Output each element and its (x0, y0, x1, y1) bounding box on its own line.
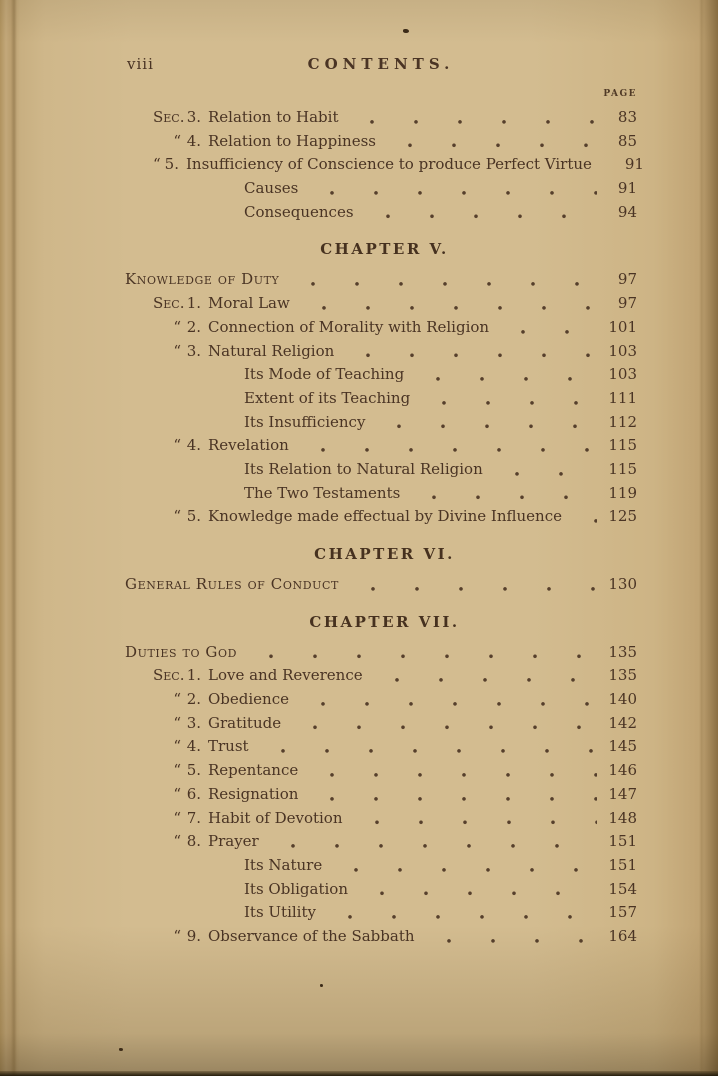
entry-page-number: 147 (608, 784, 637, 803)
dot-leader (422, 388, 597, 412)
entry-page-number: 145 (608, 737, 637, 756)
dot-leader (574, 506, 597, 530)
dot-leader (328, 902, 597, 926)
dot-leader (293, 713, 597, 737)
toc-entry (125, 713, 637, 737)
dot-leader (351, 574, 597, 598)
toc-entry (125, 665, 637, 689)
ink-speck (119, 1048, 123, 1051)
dot-leader (501, 317, 597, 341)
section-number: 5. (186, 507, 201, 526)
entry-label: Its Relation to Natural Religion (244, 459, 483, 478)
entry-page-number: 142 (608, 713, 637, 732)
entry-page-number: 83 (617, 108, 637, 126)
section-number: 2. (186, 690, 201, 709)
dot-leader (412, 483, 597, 507)
dot-leader (302, 293, 597, 317)
toc-entry (125, 412, 637, 436)
section-number: 1. (186, 294, 201, 313)
scan-bottom-edge (0, 1071, 718, 1076)
ink-speck (403, 29, 409, 33)
entry-label: Repentance (208, 761, 299, 780)
entry-label: Its Nature (244, 855, 323, 874)
entry-page-number: 135 (608, 666, 637, 685)
entry-label: Insufficiency of Conscience to produce Perfect Virtue (185, 155, 592, 174)
dot-leader (249, 642, 597, 666)
chapter-heading-label: CHAPTER V. (320, 240, 449, 259)
section-prefix: “ (173, 436, 181, 455)
section-prefix: “ (153, 155, 161, 174)
entry-page-number: 91 (624, 155, 644, 174)
entry-label: Moral Law (208, 294, 290, 313)
entry-page-number: 97 (617, 270, 637, 289)
dot-leader (350, 107, 597, 131)
entry-page-number: 103 (608, 365, 637, 384)
entry-label: Observance of the Sabbath (208, 926, 415, 945)
entry-page-number: 130 (608, 575, 637, 593)
entry-label: Habit of Devotion (208, 808, 343, 827)
page-title: CONTENTS. (307, 55, 455, 73)
entry-page-number: 115 (608, 436, 637, 455)
chapter-heading (125, 544, 637, 568)
entry-label: The Two Testaments (244, 483, 401, 502)
dot-leader (495, 459, 597, 483)
toc-entry (125, 506, 637, 530)
entry-label: Connection of Morality with Religion (208, 317, 490, 336)
entry-label: Its Insufficiency (244, 412, 366, 431)
toc-entry (125, 808, 637, 832)
dot-leader (366, 202, 597, 226)
entry-label: Its Utility (244, 903, 316, 922)
dot-leader (291, 269, 597, 293)
section-number: 6. (186, 784, 201, 803)
entry-label: Knowledge of Duty (125, 270, 280, 289)
entry-label: Relation to Happiness (208, 131, 376, 150)
entry-page-number: 112 (608, 412, 637, 431)
dot-leader (334, 855, 597, 879)
entry-page-number: 157 (608, 903, 637, 922)
dot-leader (388, 131, 597, 155)
entry-label: Obedience (208, 690, 289, 709)
toc-entry (125, 689, 637, 713)
toc-entry (125, 459, 637, 483)
entry-label: Duties to God (125, 642, 238, 661)
entry-page-number: 103 (608, 341, 637, 360)
page-content (125, 55, 644, 950)
section-prefix: “ (173, 341, 181, 360)
entry-page-number: 164 (608, 926, 637, 945)
entry-page-number: 115 (608, 459, 637, 478)
toc-entry (125, 154, 644, 178)
chapter-heading (125, 612, 637, 636)
entry-label: Causes (244, 179, 299, 198)
entry-page-number: 125 (608, 507, 637, 526)
entry-page-number: 151 (608, 832, 637, 851)
dot-leader (416, 364, 597, 388)
section-number: 1. (186, 666, 201, 685)
toc-entry (125, 107, 637, 131)
section-prefix: Sec. (153, 294, 185, 313)
toc-entry (125, 926, 637, 950)
section-number: 4. (186, 436, 201, 455)
chapter-heading-label: CHAPTER VII. (309, 612, 460, 631)
section-prefix: “ (173, 808, 181, 827)
entry-page-number: 101 (608, 317, 637, 336)
section-number: 2. (186, 317, 201, 336)
dot-leader (301, 689, 597, 713)
dot-leader (355, 808, 598, 832)
section-number: 3. (186, 108, 201, 126)
toc-entry (125, 483, 637, 507)
page-crease-right (699, 0, 704, 1076)
section-prefix: “ (173, 761, 181, 780)
entry-page-number: 85 (617, 131, 637, 150)
entry-label: Consequences (244, 202, 354, 221)
section-prefix: “ (173, 131, 181, 150)
entry-page-number: 154 (608, 879, 637, 898)
section-number: 4. (186, 737, 201, 756)
toc-entry (125, 902, 637, 926)
folio-number: viii (127, 55, 154, 73)
dot-leader (310, 760, 597, 784)
toc-entry (125, 642, 637, 666)
toc-entry (125, 435, 637, 459)
entry-page-number: 135 (608, 642, 637, 661)
section-number: 3. (186, 713, 201, 732)
dot-leader (375, 665, 597, 689)
entry-label: Revelation (208, 436, 289, 455)
section-number: 5. (186, 761, 201, 780)
dot-leader (261, 736, 597, 760)
section-prefix: “ (173, 713, 181, 732)
dot-leader (346, 341, 597, 365)
page-crease-left (11, 0, 17, 1076)
entry-label: Resignation (208, 784, 299, 803)
chapter-heading (125, 239, 637, 263)
section-number: 5. (164, 155, 179, 174)
dot-leader (377, 412, 597, 436)
entry-page-number: 146 (608, 761, 637, 780)
section-prefix: “ (173, 832, 181, 851)
section-number: 7. (186, 808, 201, 827)
section-prefix: “ (173, 317, 181, 336)
dot-leader (310, 784, 597, 808)
dot-leader (360, 879, 597, 903)
toc-entry (125, 269, 637, 293)
section-prefix: “ (173, 926, 181, 945)
section-number: 3. (186, 341, 201, 360)
entry-label: Extent of its Teaching (244, 388, 411, 407)
entry-label: Its Obligation (244, 879, 348, 898)
entry-page-number: 140 (608, 690, 637, 709)
entry-page-number: 111 (608, 388, 637, 407)
section-prefix: “ (173, 690, 181, 709)
dot-leader (271, 831, 597, 855)
toc-entry (125, 202, 637, 226)
toc-entry (125, 831, 637, 855)
toc-entry (125, 388, 637, 412)
toc-entry (125, 574, 637, 598)
entry-page-number: 151 (608, 855, 637, 874)
section-number: 4. (186, 131, 201, 150)
ink-speck (320, 984, 323, 987)
entry-page-number: 91 (617, 179, 637, 198)
toc-entry (125, 855, 637, 879)
toc-entry (125, 736, 637, 760)
entry-label: Relation to Habit (208, 108, 339, 126)
entry-label: Its Mode of Teaching (244, 365, 405, 384)
toc-entry (125, 784, 637, 808)
toc-entry (125, 879, 637, 903)
entry-page-number: 148 (608, 808, 637, 827)
entry-label: Trust (208, 737, 249, 756)
toc-entry (125, 760, 637, 784)
entry-label: Prayer (208, 832, 259, 851)
running-header (125, 55, 637, 77)
table-of-contents (125, 107, 644, 950)
section-prefix: “ (173, 737, 181, 756)
dot-leader (301, 435, 597, 459)
section-number: 9. (186, 926, 201, 945)
section-prefix: “ (173, 507, 181, 526)
toc-entry (125, 293, 637, 317)
section-number: 8. (186, 832, 201, 851)
toc-entry (125, 341, 637, 365)
toc-entry (125, 364, 637, 388)
entry-label: General Rules of Conduct (125, 575, 339, 593)
page-column-label: PAGE (603, 89, 637, 99)
dot-leader (427, 926, 597, 950)
toc-entry (125, 131, 637, 155)
section-prefix: “ (173, 784, 181, 803)
entry-page-number: 97 (617, 294, 637, 313)
entry-label: Natural Religion (208, 341, 335, 360)
entry-page-number: 119 (608, 483, 637, 502)
section-prefix: Sec. (153, 108, 185, 126)
chapter-heading-label: CHAPTER VI. (314, 545, 455, 563)
entry-label: Gratitude (208, 713, 282, 732)
dot-leader (310, 178, 597, 202)
toc-entry (125, 317, 637, 341)
entry-page-number: 94 (617, 202, 637, 221)
toc-entry (125, 178, 637, 202)
section-prefix: Sec. (153, 666, 185, 685)
entry-label: Knowledge made effectual by Divine Influence (208, 507, 562, 526)
entry-label: Love and Reverence (208, 666, 363, 685)
